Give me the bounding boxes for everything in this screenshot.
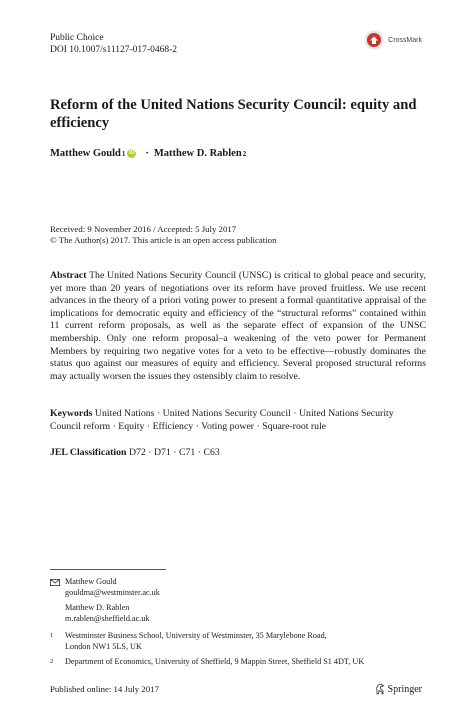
affiliation-text: Department of Economics, University of Sheffield, 9 Mappin Street, Sheffield S1 4DT, UK (65, 657, 365, 666)
published-date: Published online: 14 July 2017 (50, 684, 159, 694)
abstract-text: The United Nations Security Council (UNSC) is critical to global peace and security, yet more than 20 years of negotiations over its reform have proved fruitless. We use recent advances in the theory of a priori voting power to present a formal quantitative appraisal of the implications for democratic equity and efficiency of the “structural reforms” contained within 11 current reform proposals, as well as the separate effect of expansion of the UNSC membership. Only one reform proposal–a weakening of the veto power for Permanent Members by requiring two negative votes for a veto to be effective—robustly dominates the status quo against our measures of equity and efficiency. Several proposed structural reforms may actually worsen the issues they ostensibly claim to resolve. (50, 270, 426, 382)
author-name: Matthew D. Rablen (153, 148, 242, 159)
article-dates (50, 224, 276, 246)
affiliation-item (50, 631, 327, 652)
article-doi[interactable]: DOI 10.1007/s11127-017-0468-2 (50, 45, 178, 55)
affiliation-item (50, 657, 364, 668)
abstract-heading: Abstract (50, 270, 87, 281)
affiliation-text: London NW1 5LS, UK (65, 641, 142, 651)
corresponding-contact (50, 577, 160, 624)
envelope-icon (50, 579, 60, 586)
contact-email[interactable]: gouldma@westminster.ac.uk (65, 587, 160, 597)
author-affiliation-mark: 2 (242, 149, 247, 158)
author-list (50, 148, 246, 159)
paper-title: Reform of the United Nations Security Council: equity and efficiency (50, 97, 417, 131)
publisher-logo (375, 683, 422, 695)
keywords-text: United Nations · United Nations Security Council · United Nations Security Council reform · Equity · Efficiency · Voting power · Square-root rule (50, 408, 394, 432)
contact-email[interactable]: m.rablen@sheffield.ac.uk (65, 613, 150, 623)
affiliation-number: 2 (50, 658, 54, 665)
keywords-heading: Keywords (50, 408, 93, 419)
author-affiliation-mark: 1 (121, 149, 126, 158)
crossmark-badge[interactable] (364, 30, 422, 50)
abstract (50, 270, 426, 383)
crossmark-icon (364, 30, 384, 50)
journal-header (50, 32, 177, 56)
license-note: © The Author(s) 2017. This article is an open access publication (50, 235, 277, 245)
publisher-name: Springer (387, 683, 422, 695)
author-separator: · (145, 148, 149, 159)
jel-classification (50, 447, 220, 458)
crossmark-label: CrossMark (388, 36, 422, 44)
contact-name: Matthew Gould (65, 577, 117, 586)
journal-name: Public Choice (50, 33, 104, 43)
received-accepted: Received: 9 November 2016 / Accepted: 5 July 2017 (50, 224, 237, 234)
keywords (50, 408, 426, 433)
author-name: Matthew Gould (50, 148, 121, 159)
contact-name: Matthew D. Rablen (65, 603, 130, 612)
affiliation-text: Westminster Business School, University of Westminster, 35 Marylebone Road, (65, 631, 327, 640)
affiliation-number: 1 (50, 632, 54, 639)
springer-horse-icon (375, 683, 385, 695)
footnote-divider (50, 569, 166, 570)
orcid-icon[interactable]: iD (128, 150, 135, 156)
jel-codes: D72 · D71 · C71 · C63 (128, 447, 220, 458)
jel-heading: JEL Classification (50, 447, 127, 458)
